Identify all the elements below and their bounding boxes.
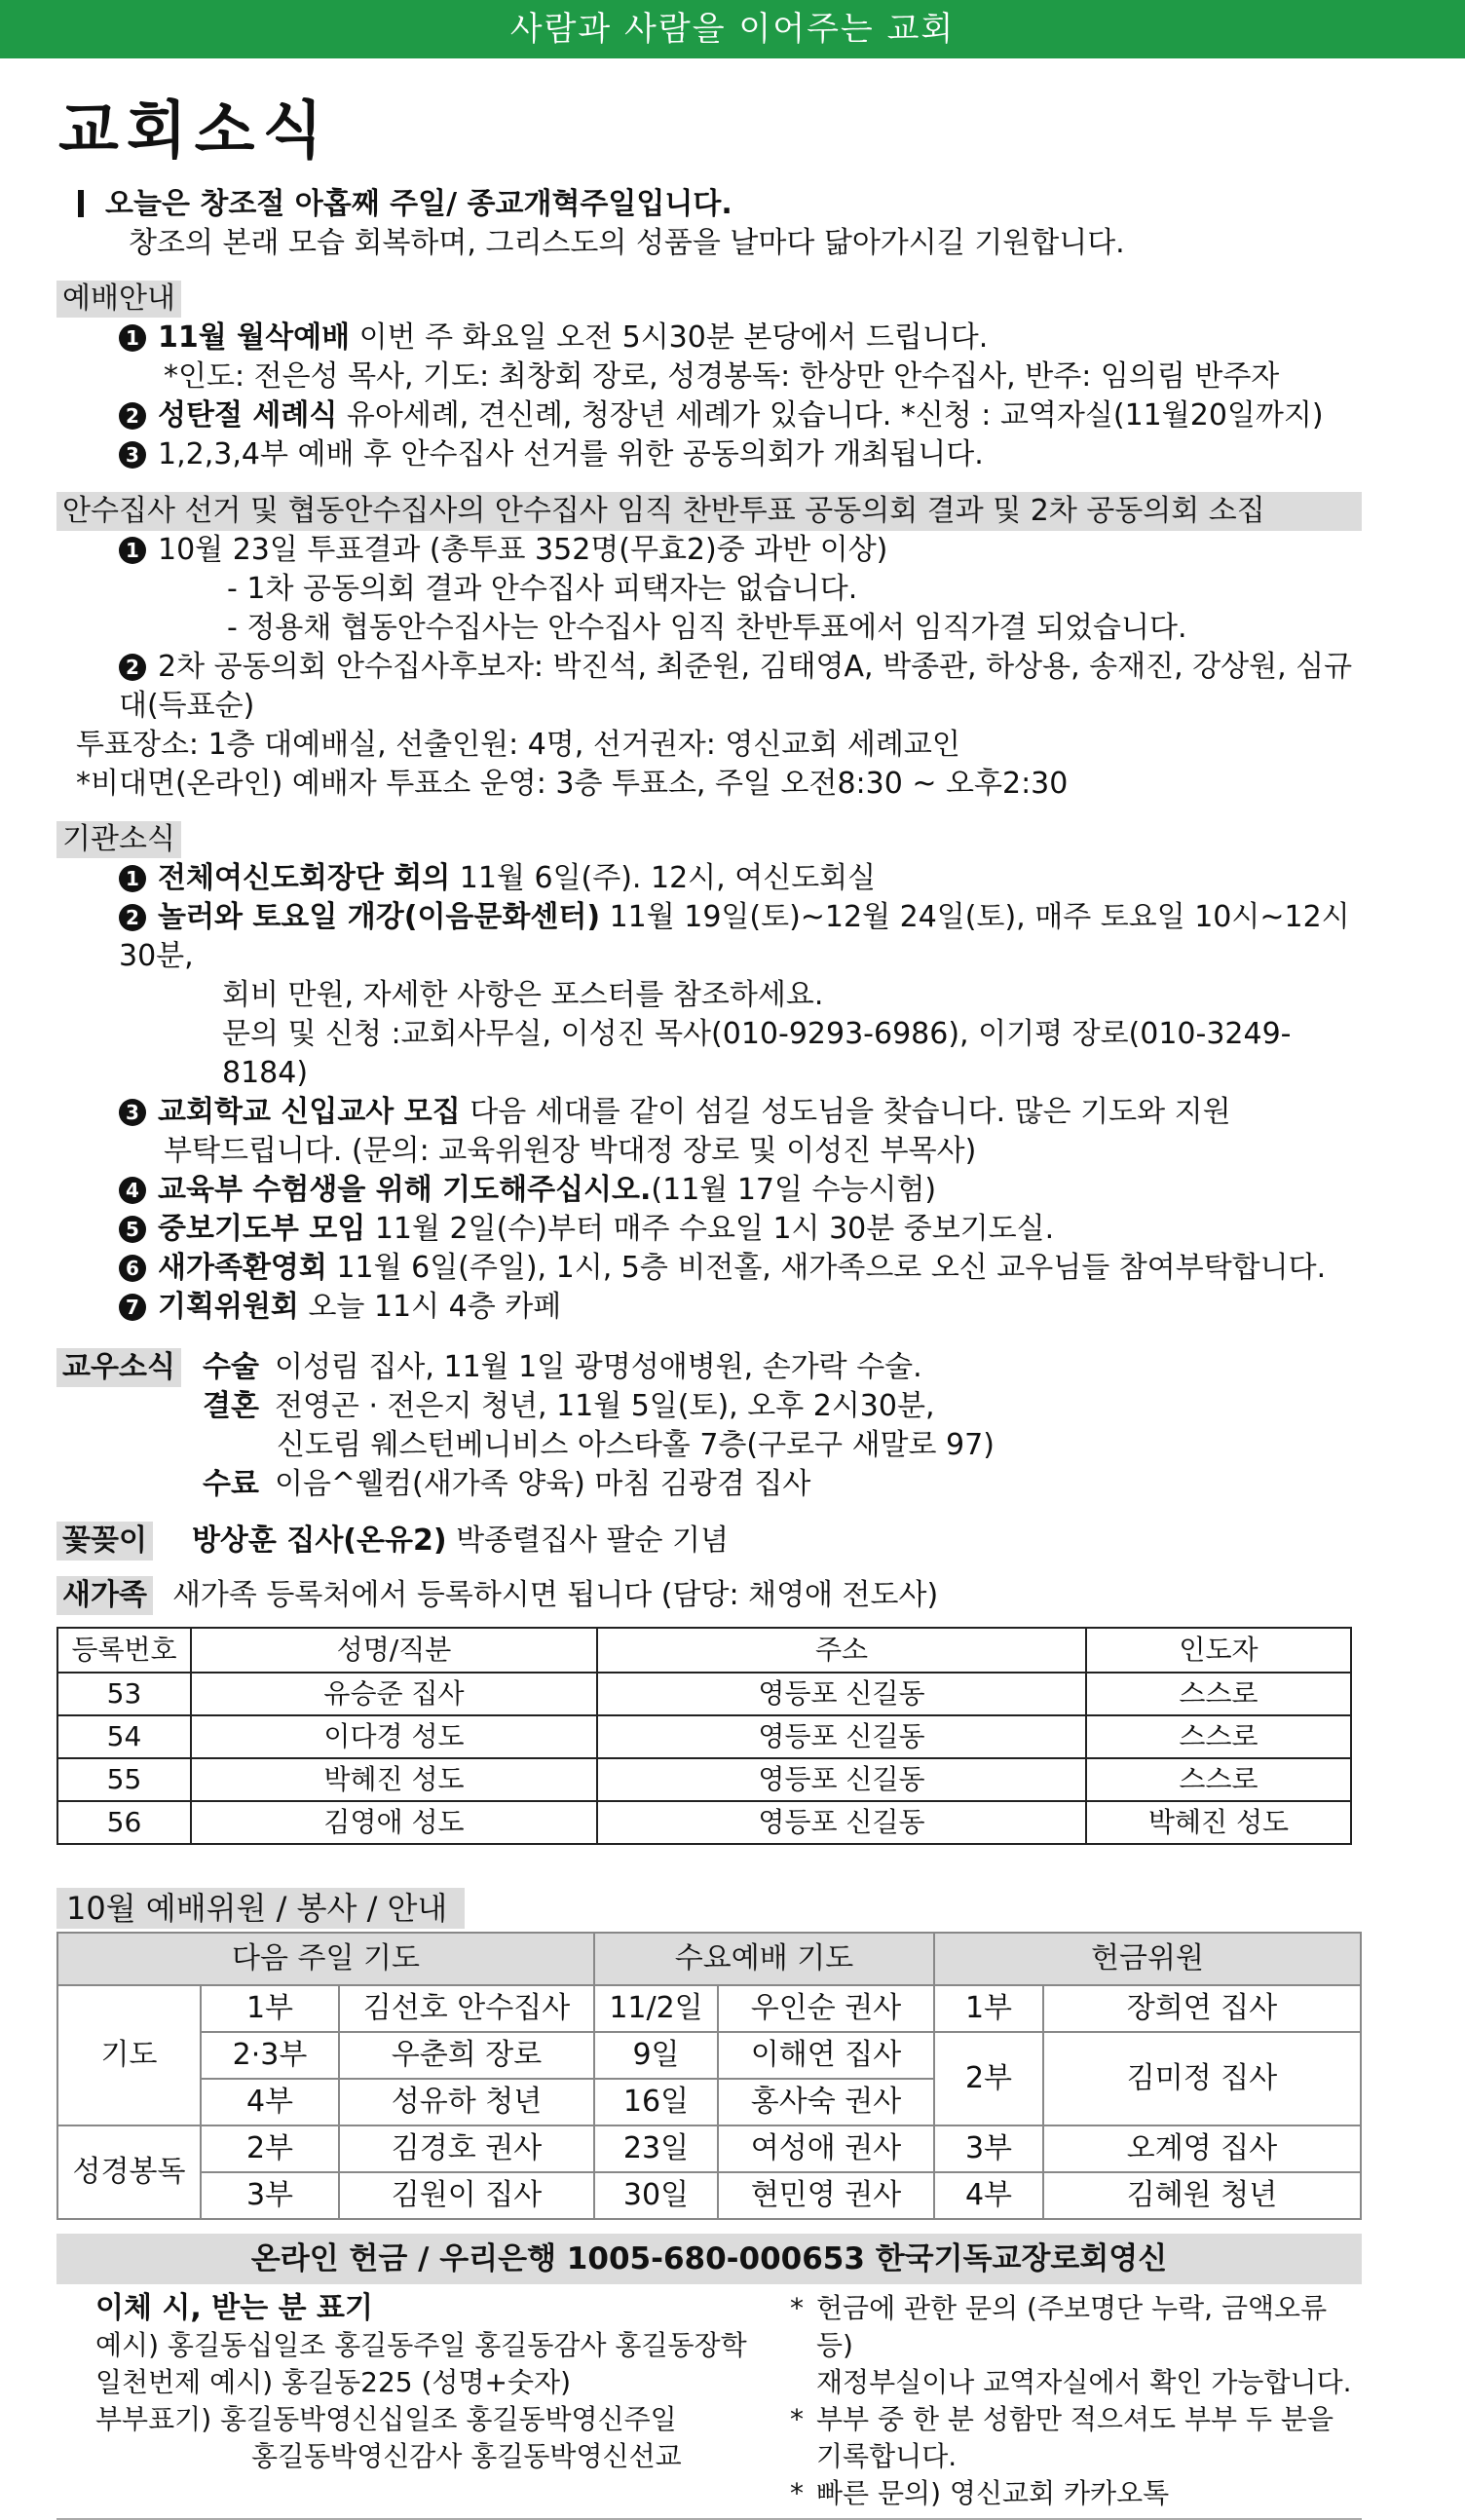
cell: 스스로 [1086, 1673, 1351, 1715]
note-2: 부부 중 한 분 성함만 적으셔도 부부 두 분을 [816, 2403, 1334, 2435]
cell: 오계영 집사 [1043, 2125, 1361, 2172]
cell: 3부 [934, 2125, 1043, 2172]
cell: 성유하 청년 [339, 2079, 594, 2125]
election-item-1-a: - 1차 공동의회 결과 안수집사 피택자는 없습니다. [227, 572, 858, 606]
worship-item-1-detail: *인도: 전은성 목사, 기도: 최창회 장로, 성경봉독: 한상만 안수집사, 반주: 임의림 반주자 [164, 359, 1280, 394]
number-4-icon: 4 [119, 1177, 146, 1204]
org-item-4-text: (11월 17일 수능시험) [651, 1173, 937, 1207]
flowers-heading: 꽃꽂이 [56, 1522, 153, 1561]
cell: 우춘희 장로 [339, 2032, 594, 2079]
election-place: 투표장소: 1층 대예배실, 선출인원: 4명, 선거권자: 영신교회 세례교인 [76, 728, 960, 762]
transfer-example-4: 홍길동박영신감사 홍길동박영신선교 [251, 2440, 682, 2472]
election-item-1-text: 10월 23일 투표결과 (총투표 352명(무효2)중 과반 이상) [158, 533, 888, 567]
flowers-text: 박종렬집사 팔순 기념 [446, 1523, 729, 1558]
asterisk: * [790, 2477, 804, 2509]
org-item-7 [56, 1288, 1362, 1327]
column-header: 성명/직분 [191, 1628, 597, 1673]
table-row [57, 1673, 1351, 1715]
number-7-icon: 7 [119, 1294, 146, 1321]
org-item-2-text: 11월 19일(토)~12월 24일(토), 매주 토요일 10시~12시30분, [119, 900, 1350, 973]
org-item-2 [56, 898, 1362, 976]
cell: 1부 [934, 1985, 1043, 2032]
worship-heading: 예배안내 [56, 281, 181, 318]
worship-item-1-text: 이번 주 화요일 오전 5시30분 본당에서 드립니다. [350, 320, 989, 355]
cell: 박혜진 성도 [1086, 1801, 1351, 1844]
cell: 2부 [934, 2032, 1043, 2125]
cell: 우인순 권사 [718, 1985, 934, 2032]
org-item-3-detail: 부탁드립니다. (문의: 교육위원장 박대정 장로 및 이성진 부목사) [164, 1134, 977, 1168]
cell: 장희연 집사 [1043, 1985, 1361, 2032]
members-heading: 교우소식 [56, 1348, 181, 1387]
cell: 김경호 권사 [339, 2125, 594, 2172]
table-row [57, 1758, 1351, 1801]
worship-item-2-title: 성탄절 세례식 [158, 398, 338, 433]
column-header: 수요예배 기도 [594, 1933, 934, 1985]
worship-item-1-title: 11월 월삭예배 [158, 320, 351, 355]
transfer-example-2: 일천번제 예시) 홍길동225 (성명+숫자) [95, 2366, 572, 2398]
cell: 스스로 [1086, 1758, 1351, 1801]
transfer-example-3: 부부표기) 홍길동박영신십일조 홍길동박영신주일 [95, 2403, 677, 2435]
reading-label: 성경봉독 [57, 2125, 201, 2219]
number-3-icon: 3 [119, 441, 146, 469]
number-2-icon: 2 [119, 402, 146, 430]
service-table [56, 1932, 1362, 2220]
number-2-icon: 2 [119, 904, 146, 931]
org-item-2-detail-2: 문의 및 신청 :교회사무실, 이성진 목사(010-9293-6986), 이기평 장로(010-3249-8184) [222, 1017, 1292, 1090]
election-item-2-text: 2차 공동의회 안수집사후보자: 박진석, 최준원, 김태영A, 박종관, 하상용, 송재진, 강상원, 심규대(득표순) [119, 650, 1353, 723]
note-2-cont: 기록합니다. [816, 2440, 958, 2472]
org-item-7-title: 기획위원회 [158, 1290, 299, 1324]
cell: 23일 [594, 2125, 718, 2172]
column-header: 등록번호 [57, 1628, 191, 1673]
church-news [56, 185, 1362, 2520]
election-item-2 [56, 648, 1362, 726]
intro-line-2: 창조의 본래 모습 회복하며, 그리스도의 성품을 날마다 닮아가시길 기원합니다. [129, 226, 1125, 260]
org-item-7-text: 오늘 11시 4층 카페 [298, 1290, 562, 1324]
surgery-label: 수술 [203, 1350, 259, 1384]
cell: 54 [57, 1715, 191, 1758]
cell: 박혜진 성도 [191, 1758, 597, 1801]
surgery-text: 이성림 집사, 11월 1일 광명성애병원, 손가락 수술. [274, 1350, 922, 1384]
org-item-2-title: 놀러와 토요일 개강(이음문화센터) [158, 900, 601, 934]
wedding-text-2: 신도림 웨스턴베니비스 아스타홀 7층(구로구 새말로 97) [277, 1428, 995, 1462]
new-family-table [56, 1627, 1352, 1845]
note-3: 빠른 문의) 영신교회 카카오톡 [816, 2477, 1170, 2509]
new-family-text: 새가족 등록처에서 등록하시면 됩니다 (담당: 채영애 전도사) [171, 1578, 939, 1612]
cell: 영등포 신길동 [597, 1801, 1086, 1844]
cell: 유승준 집사 [191, 1673, 597, 1715]
header-banner: 사람과 사람을 이어주는 교회 [0, 0, 1465, 58]
new-family [56, 1576, 1362, 1615]
org-item-1-text: 11월 6일(주). 12시, 여신도회실 [450, 861, 877, 895]
number-5-icon: 5 [119, 1216, 146, 1243]
cell: 현민영 권사 [718, 2172, 934, 2219]
cell: 이다경 성도 [191, 1715, 597, 1758]
number-3-icon: 3 [119, 1099, 146, 1126]
cell: 4부 [201, 2079, 339, 2125]
number-1-icon: 1 [119, 537, 146, 564]
cell: 1부 [201, 1985, 339, 2032]
asterisk: * [790, 2403, 804, 2435]
cell: 영등포 신길동 [597, 1673, 1086, 1715]
election-online: *비대면(온라인) 예배자 투표소 운영: 3층 투표소, 주일 오전8:30 ~ 오후2:30 [76, 767, 1069, 801]
cell: 11/2일 [594, 1985, 718, 2032]
note-1: 헌금에 관한 문의 (주보명단 누락, 금액오류 등) [816, 2292, 1328, 2361]
online-offering: 온라인 헌금 / 우리은행 1005-680-000653 한국기독교장로회영신 [56, 2234, 1362, 2284]
org-item-6-title: 새가족환영회 [158, 1251, 327, 1285]
prayer-label: 기도 [57, 1985, 201, 2125]
cell: 55 [57, 1758, 191, 1801]
column-header: 인도자 [1086, 1628, 1351, 1673]
worship-item-2-text: 유아세례, 견신례, 청장년 세례가 있습니다. *신청 : 교역자실(11월20일까지) [337, 398, 1324, 433]
cell: 영등포 신길동 [597, 1758, 1086, 1801]
asterisk: * [790, 2292, 804, 2324]
table-row [57, 1801, 1351, 1844]
worship-item-3 [56, 435, 1362, 474]
org-item-6-text: 11월 6일(주일), 1시, 5층 비전홀, 새가족으로 오신 교우님들 참여부탁합니다. [326, 1251, 1327, 1285]
page-title: 교회소식 [58, 94, 331, 168]
cell: 9일 [594, 2032, 718, 2079]
number-6-icon: 6 [119, 1255, 146, 1282]
cell: 30일 [594, 2172, 718, 2219]
wedding-text-1: 전영곤 · 전은지 청년, 11월 5일(토), 오후 2시30분, [274, 1389, 935, 1423]
org-item-4-title: 교육부 수험생을 위해 기도해주십시오. [158, 1173, 652, 1207]
org-item-4 [56, 1171, 1362, 1210]
org-item-6 [56, 1249, 1362, 1288]
election-item-1 [56, 531, 1362, 570]
org-item-5-title: 중보기도부 모임 [158, 1212, 366, 1246]
org-item-1-title: 전체여신도회장단 회의 [158, 861, 451, 895]
new-family-heading: 새가족 [56, 1576, 153, 1615]
org-item-2-detail-1: 회비 만원, 자세한 사항은 포스터를 참조하세요. [222, 978, 824, 1012]
cell: 16일 [594, 2079, 718, 2125]
election-heading: 안수집사 선거 및 협동안수집사의 안수집사 임직 찬반투표 공동의회 결과 및 2차 공동의회 소집 [56, 492, 1362, 531]
election-item-1-b: - 정용채 협동안수집사는 안수집사 임직 찬반투표에서 임직가결 되었습니다. [227, 611, 1187, 645]
org-heading: 기관소식 [56, 821, 181, 858]
org-item-3 [56, 1093, 1362, 1132]
cell: 2·3부 [201, 2032, 339, 2079]
wedding-label: 결혼 [203, 1389, 259, 1423]
worship-item-1 [56, 319, 1362, 357]
cell: 56 [57, 1801, 191, 1844]
service-heading: 10월 예배위원 / 봉사 / 안내 [56, 1888, 465, 1929]
number-2-icon: 2 [119, 654, 146, 681]
table-row [57, 1715, 1351, 1758]
members-news [56, 1348, 1362, 1504]
transfer-title: 이체 시, 받는 분 표기 [95, 2291, 374, 2325]
number-1-icon: 1 [119, 865, 146, 892]
cell: 2부 [201, 2125, 339, 2172]
flowers [56, 1522, 1362, 1561]
cell: 4부 [934, 2172, 1043, 2219]
cell: 여성애 권사 [718, 2125, 934, 2172]
cell: 3부 [201, 2172, 339, 2219]
worship-item-2 [56, 396, 1362, 435]
cell: 김미정 집사 [1043, 2032, 1361, 2125]
org-item-3-title: 교회학교 신입교사 모집 [158, 1095, 461, 1129]
cell: 53 [57, 1673, 191, 1715]
org-item-5-text: 11월 2일(수)부터 매주 수요일 1시 30분 중보기도실. [365, 1212, 1055, 1246]
flowers-donor: 방상훈 집사(온유2) [191, 1523, 447, 1558]
org-item-3-text: 다음 세대를 같이 섬길 성도님을 찾습니다. 많은 기도와 지원 [460, 1095, 1231, 1129]
cell: 영등포 신길동 [597, 1715, 1086, 1758]
cell: 스스로 [1086, 1715, 1351, 1758]
cell: 이해연 집사 [718, 2032, 934, 2079]
intro [56, 185, 1362, 263]
cell: 김혜원 청년 [1043, 2172, 1361, 2219]
column-header: 다음 주일 기도 [57, 1933, 594, 1985]
transfer-example-1: 예시) 홍길동십일조 홍길동주일 홍길동감사 홍길동장학 [95, 2329, 747, 2361]
intro-line-1: 오늘은 창조절 아홉째 주일/ 종교개혁주일입니다. [105, 185, 1362, 224]
number-1-icon: 1 [119, 324, 146, 352]
cell: 김영애 성도 [191, 1801, 597, 1844]
completion-label: 수료 [203, 1467, 259, 1501]
cell: 김원이 집사 [339, 2172, 594, 2219]
org-item-1 [56, 859, 1362, 898]
note-1-cont: 재정부실이나 교역자실에서 확인 가능합니다. [816, 2366, 1352, 2398]
cell: 홍사숙 권사 [718, 2079, 934, 2125]
column-header: 헌금위원 [934, 1933, 1361, 1985]
transfer-info [56, 2290, 1362, 2520]
column-header: 주소 [597, 1628, 1086, 1673]
cell: 김선호 안수집사 [339, 1985, 594, 2032]
org-item-5 [56, 1210, 1362, 1249]
completion-text: 이음^웰컴(새가족 양육) 마침 김광겸 집사 [274, 1467, 811, 1501]
worship-item-3-text: 1,2,3,4부 예배 후 안수집사 선거를 위한 공동의회가 개최됩니다. [158, 437, 984, 471]
